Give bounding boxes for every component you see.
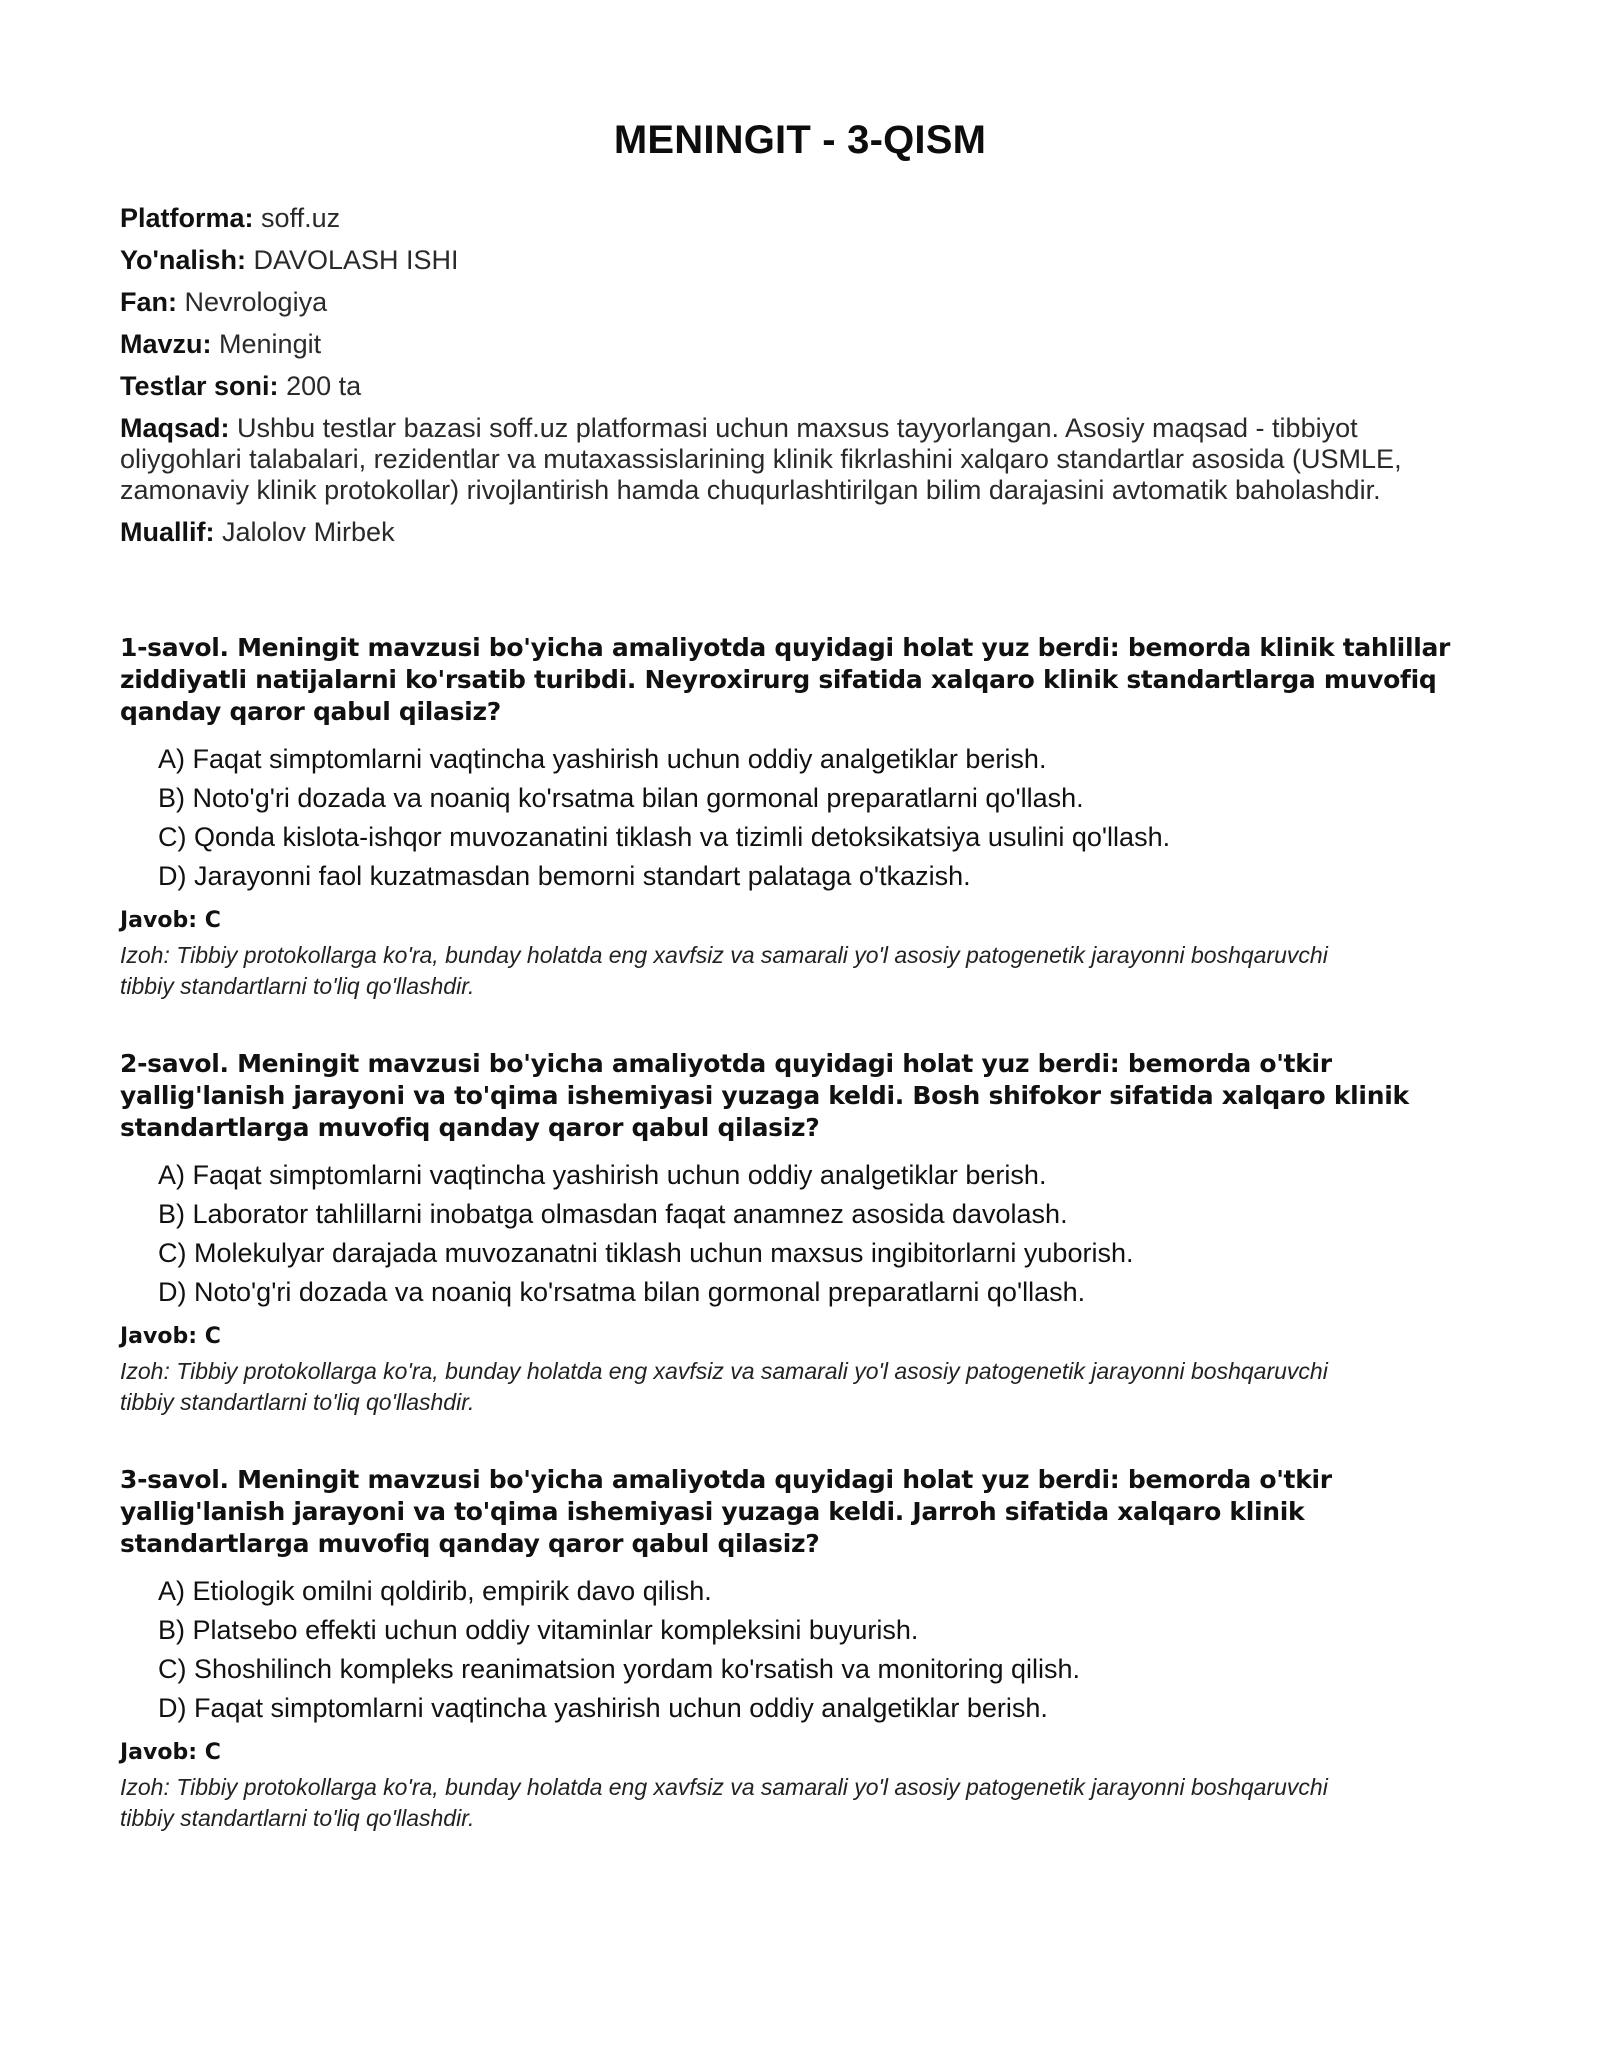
meta-label: Yo'nalish:: [120, 245, 246, 275]
meta-value: Jalolov Mirbek: [222, 517, 395, 547]
meta-value: Nevrologiya: [184, 287, 328, 317]
meta-label: Maqsad:: [120, 413, 230, 443]
option-d: D) Noto'g'ri dozada va noaniq ko'rsatma bilan gormonal preparatlarni qo'llash.: [158, 1277, 1086, 1307]
option-c: C) Shoshilinch kompleks reanimatsion yordam ko'rsatish va monitoring qilish.: [158, 1654, 1081, 1684]
option-a: A) Faqat simptomlarni vaqtincha yashirish uchun oddiy analgetiklar berish.: [158, 744, 1047, 774]
answer-label: Javob: C: [120, 1324, 221, 1349]
answer-options: [120, 1156, 1480, 1312]
option-c: C) Qonda kislota-ishqor muvozanatini tiklash va tizimli detoksikatsiya usulini qo'llash.: [158, 822, 1171, 852]
meta-label: Platforma:: [120, 203, 254, 233]
explanation-text: Izoh: Tibbiy protokollarga ko'ra, bunday holatda eng xavfsiz va samarali yo'l asosiy patogenetik jarayonni boshqaruvchi tibbiy standartlarni to'liq qo'llashdir.: [120, 1358, 1328, 1415]
page-title: MENINGIT - 3-QISM: [613, 118, 987, 162]
meta-maqsad: [120, 413, 1480, 506]
option-d: D) Jarayonni faol kuzatmasdan bemorni standart palataga o'tkazish.: [158, 861, 971, 891]
meta-value: 200 ta: [286, 371, 362, 401]
answer-options: [120, 1572, 1480, 1728]
meta-value: DAVOLASH ISHI: [253, 245, 459, 275]
option-b: B) Laborator tahlillarni inobatga olmasdan faqat anamnez asosida davolash.: [158, 1199, 1068, 1229]
meta-value: Meningit: [219, 329, 322, 359]
question-item: [120, 632, 1480, 1002]
question-text: 3-savol. Meningit mavzusi bo'yicha amaliyotda quyidagi holat yuz berdi: bemorda o'tkir yallig'lanish jarayoni va to'qima ishemiyasi yuzaga keldi. Jarroh sifatida xalqaro klinik standartlarga muvofiq qanday qaror qabul qilasiz?: [120, 1465, 1332, 1558]
option-c: C) Molekulyar darajada muvozanatni tiklash uchun maxsus ingibitorlarni yuborish.: [158, 1238, 1134, 1268]
meta-label: Fan:: [120, 287, 177, 317]
meta-label: Mavzu:: [120, 329, 212, 359]
option-b: B) Noto'g'ri dozada va noaniq ko'rsatma bilan gormonal preparatlarni qo'llash.: [158, 783, 1084, 813]
meta-testlar-soni: [120, 371, 1480, 402]
option-a: A) Faqat simptomlarni vaqtincha yashirish uchun oddiy analgetiklar berish.: [158, 1160, 1047, 1190]
meta-platforma: [120, 203, 1480, 234]
option-a: A) Etiologik omilni qoldirib, empirik davo qilish.: [158, 1576, 712, 1606]
explanation-text: Izoh: Tibbiy protokollarga ko'ra, bunday holatda eng xavfsiz va samarali yo'l asosiy patogenetik jarayonni boshqaruvchi tibbiy standartlarni to'liq qo'llashdir.: [120, 1774, 1328, 1831]
option-b: B) Platsebo effekti uchun oddiy vitaminlar kompleksini buyurish.: [158, 1615, 919, 1645]
question-text: 1-savol. Meningit mavzusi bo'yicha amaliyotda quyidagi holat yuz berdi: bemorda klinik tahlillar ziddiyatli natijalarni ko'rsatib turibdi. Neyroxirurg sifatida xalqaro klinik standartlarga muvofiq qanday qaror qabul qilasiz?: [120, 633, 1451, 726]
question-text: 2-savol. Meningit mavzusi bo'yicha amaliyotda quyidagi holat yuz berdi: bemorda o'tkir yallig'lanish jarayoni va to'qima ishemiyasi yuzaga keldi. Bosh shifokor sifatida xalqaro klinik standartlarga muvofiq qanday qaror qabul qilasiz?: [120, 1049, 1409, 1142]
question-item: [120, 1464, 1480, 1834]
explanation-text: Izoh: Tibbiy protokollarga ko'ra, bunday holatda eng xavfsiz va samarali yo'l asosiy patogenetik jarayonni boshqaruvchi tibbiy standartlarni to'liq qo'llashdir.: [120, 942, 1328, 999]
question-item: [120, 1048, 1480, 1418]
option-d: D) Faqat simptomlarni vaqtincha yashirish uchun oddiy analgetiklar berish.: [158, 1693, 1048, 1723]
meta-yonalish: [120, 245, 1480, 276]
meta-mavzu: [120, 329, 1480, 360]
answer-label: Javob: C: [120, 1740, 221, 1765]
answer-options: [120, 740, 1480, 896]
meta-value: Ushbu testlar bazasi soff.uz platformasi uchun maxsus tayyorlangan. Asosiy maqsad - tibbiyot oliygohlari talabalari, rezidentlar va mutaxassislarining klinik fikrlashini xalqaro standartlar asosida (USMLE, zamonaviy klinik protokollar) rivojlantirish hamda chuqurlashtirilgan bilim darajasini avtomatik baholashdir.: [120, 413, 1402, 505]
meta-value: soff.uz: [261, 203, 341, 233]
document-meta: [120, 203, 1480, 548]
meta-fan: [120, 287, 1480, 318]
meta-label: Muallif:: [120, 517, 215, 547]
meta-label: Testlar soni:: [120, 371, 279, 401]
answer-label: Javob: C: [120, 908, 221, 933]
meta-muallif: [120, 517, 1480, 548]
questions-list: [120, 632, 1480, 1834]
